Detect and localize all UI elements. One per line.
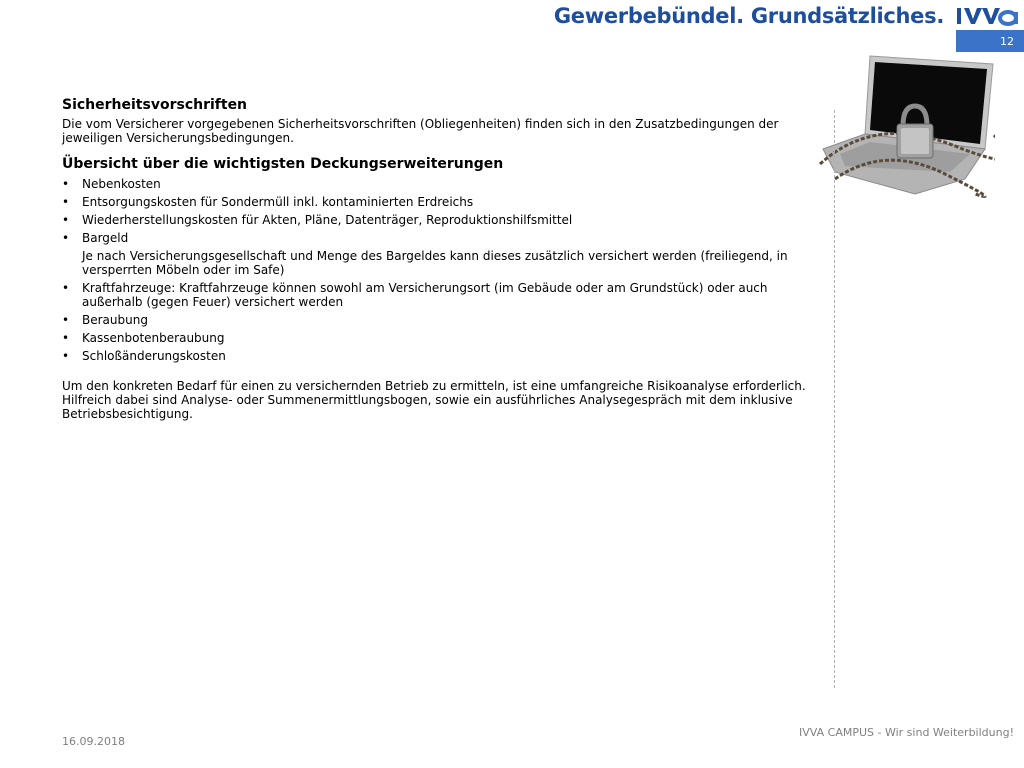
list-item-note: Je nach Versicherungsgesellschaft und Menge des Bargeldes kann dieses zusätzlich versichert werden (freiliegend, in versperrten Möbeln oder im Safe) xyxy=(82,249,788,277)
main-content xyxy=(62,96,814,421)
ivva-logo xyxy=(955,4,1019,28)
footer-tagline: IVVA CAMPUS - Wir sind Weiterbildung! xyxy=(799,726,1014,739)
page-number-badge xyxy=(956,30,1024,52)
list-item: • Entsorgungskosten für Sondermüll inkl. kontaminierten Erdreichs xyxy=(62,195,814,209)
slide-title: Gewerbebündel. Grundsätzliches. xyxy=(553,4,944,28)
section-heading-safety: Sicherheitsvorschriften xyxy=(62,97,248,113)
section-heading-coverage: Übersicht über die wichtigsten Deckungserweiterungen xyxy=(62,156,504,172)
list-item: • Bargeld xyxy=(62,231,814,245)
vertical-divider xyxy=(834,110,835,688)
list-item: • Kassenbotenberaubung xyxy=(62,331,814,345)
coverage-list xyxy=(62,177,814,363)
footer-date: 16.09.2018 xyxy=(62,735,125,748)
list-item: • Kraftfahrzeuge: Kraftfahrzeuge können sowohl am Versicherungsort (im Gebäude oder am Grundstück) oder auch außerhalb (gegen Feuer) versichert werden xyxy=(62,281,814,309)
page-number: 12 xyxy=(1000,34,1014,48)
safety-text: Die vom Versicherer vorgegebenen Sicherheitsvorschriften (Obliegenheiten) finden sich in den Zusatzbedingungen der jeweiligen Versicherungsbedingungen. xyxy=(62,117,779,145)
laptop-chain-padlock-image xyxy=(815,54,995,199)
list-item: • Nebenkosten xyxy=(62,177,814,191)
closing-paragraph: Um den konkreten Bedarf für einen zu versichernden Betrieb zu ermitteln, ist eine umfangreiche Risikoanalyse erforderlich. Hilfreich dabei sind Analyse- oder Summenermittlungsbogen, sowie ein ausführliches Analysegespräch mit dem inklusive Betriebsbesichtigung. xyxy=(62,379,806,421)
list-item: • Schloßänderungskosten xyxy=(62,349,814,363)
list-item: • Beraubung xyxy=(62,313,814,327)
list-item: • Wiederherstellungskosten für Akten, Pläne, Datenträger, Reproduktionshilfsmittel xyxy=(62,213,814,227)
